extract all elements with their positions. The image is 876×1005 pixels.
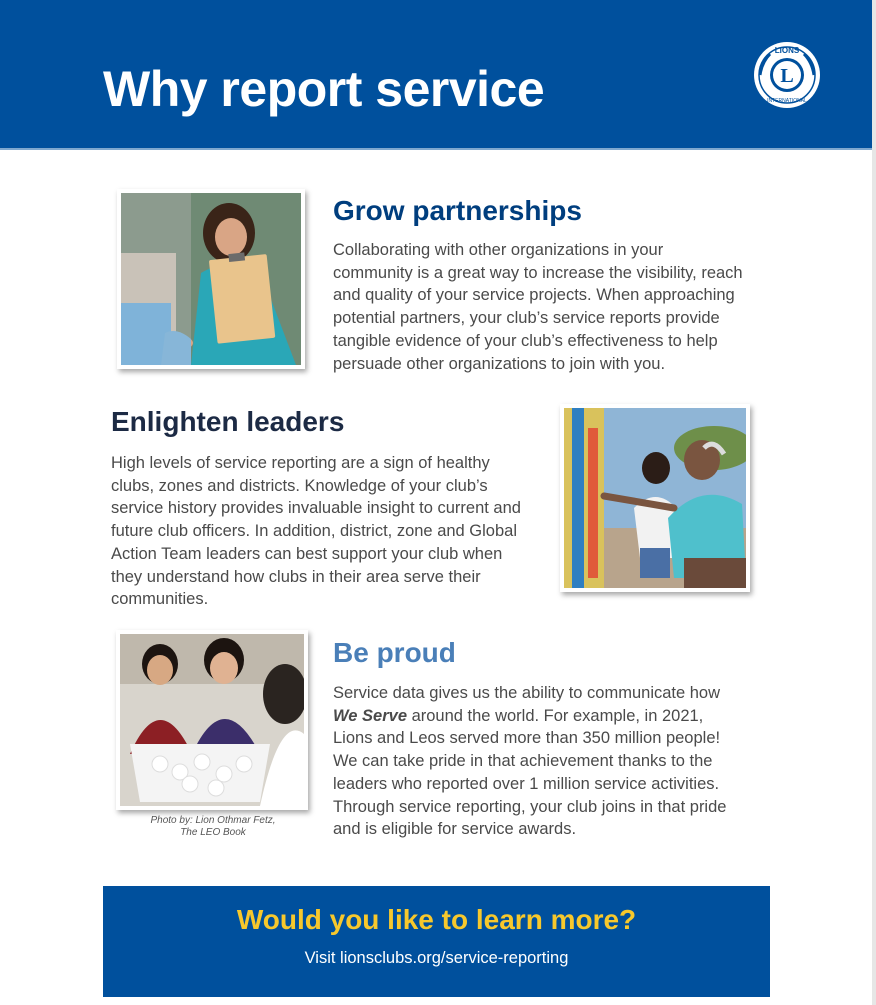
section-body-enlighten-leaders: High levels of service reporting are a sign of healthy clubs, zones and districts. Knowledge of your club’s service history provides invaluable insight to current and future club officers. In addition, district, zone and Global Action Team leaders can best support your club when they understand how clubs in their area serve their communities. (111, 454, 521, 609)
header-banner (0, 0, 872, 150)
page-title: Why report service (103, 61, 545, 117)
section-body-be-proud: Service data gives us the ability to communicate how We Serve around the world. For example, in 2021, Lions and Leos served more than 350 million people! We can take pride in that achievement thanks to the leaders who reported over 1 million service activities. Through service reporting, your club joins in that pride and is eligible for service awards. (333, 684, 727, 839)
svg-text:L: L (780, 65, 794, 87)
learn-more-banner (103, 886, 770, 997)
section-heading-grow-partnerships: Grow partnerships (333, 195, 582, 226)
svg-text:INTERNATIONAL: INTERNATIONAL (767, 98, 807, 104)
lions-international-logo (752, 40, 822, 110)
service-reporting-link[interactable]: Visit lionsclubs.org/service-reporting (304, 949, 569, 967)
photo-handshake-partnership (117, 189, 305, 369)
photo-leo-students (116, 630, 308, 810)
cta-title: Would you like to learn more? (236, 904, 637, 935)
section-body-grow-partnerships: Collaborating with other organizations in your community is a great way to increase the visibility, reach and quality of your service projects. When approaching potential partners, your club’s service reports provide tangible evidence of your club’s effectiveness to help persuade other organizations to join with you. (333, 241, 743, 373)
svg-text:LIONS: LIONS (774, 46, 800, 55)
page-edge (872, 0, 876, 1005)
photo-caption: Photo by: Lion Othmar Fetz, The LEO Book (150, 815, 276, 838)
section-heading-be-proud: Be proud (333, 637, 456, 668)
photo-mural-painting (560, 404, 750, 592)
section-heading-enlighten-leaders: Enlighten leaders (111, 406, 345, 437)
